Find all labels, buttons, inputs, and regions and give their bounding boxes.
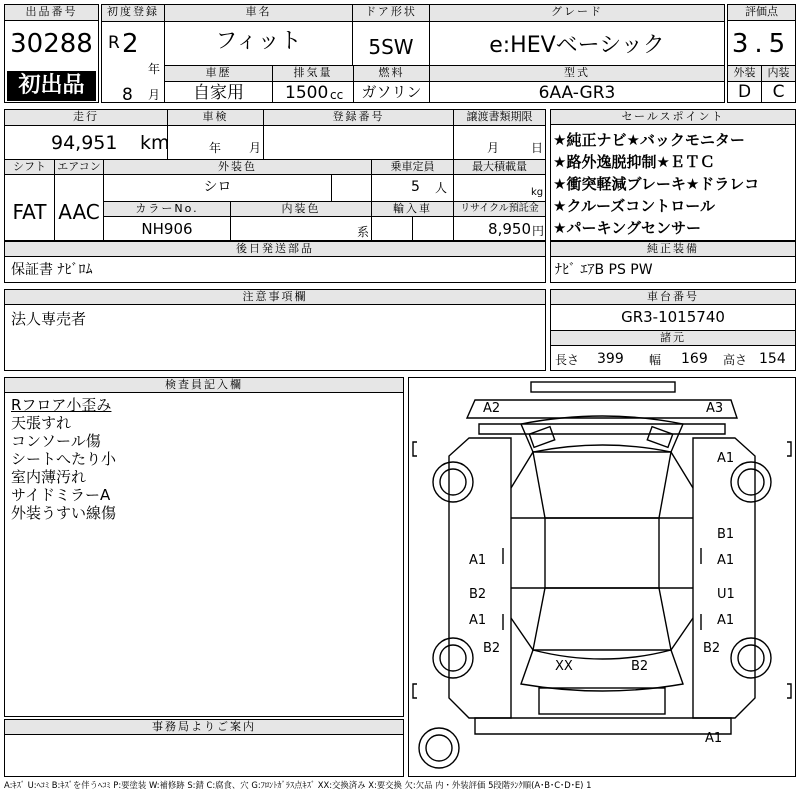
- door-type: 5SW: [368, 35, 414, 59]
- int-color-label: 内装色: [231, 202, 371, 216]
- height-label: 高さ: [723, 353, 748, 367]
- int-grade-label: 内装: [762, 66, 795, 81]
- notes-label: 注意事項欄: [5, 290, 545, 305]
- damage-mark: A1: [717, 451, 735, 466]
- inspector-line: 外装うすい線傷: [11, 504, 117, 522]
- damage-mark: B2: [483, 641, 501, 656]
- recycle: 8,950: [488, 220, 531, 238]
- score-label: 評価点: [728, 5, 795, 21]
- inspection-month-unit: 月: [249, 141, 262, 155]
- int-color-unit: 系: [357, 225, 370, 239]
- length: 399: [597, 351, 624, 367]
- sales-point-item: ★衝突軽減ブレーキ★ドラレコ: [553, 175, 760, 193]
- length-label: 長さ: [555, 353, 580, 367]
- capacity: 5: [411, 179, 420, 195]
- ext-color-label: 外装色: [104, 160, 371, 174]
- ac-label: エアコン: [55, 160, 103, 174]
- sales-point-item: ★純正ナビ★バックモニター: [553, 131, 745, 149]
- chassis-box: [550, 289, 796, 371]
- inspector-lines: [11, 396, 116, 522]
- transfer-label: 譲渡書類期限: [454, 110, 545, 125]
- damage-mark: A1: [717, 613, 735, 628]
- inspector-label: 検査員記入欄: [5, 378, 403, 393]
- chassis-label: 車台番号: [551, 290, 795, 305]
- fuel: ガソリン: [361, 83, 422, 101]
- fuel-label: 燃料: [354, 66, 429, 81]
- score: 3.5: [731, 29, 792, 59]
- reg-year: 2: [122, 29, 139, 59]
- sales-points-box: [550, 109, 796, 241]
- ext-color: シロ: [203, 179, 232, 195]
- inspector-line: サイドミラーA: [11, 486, 111, 504]
- spec-grid: [4, 109, 546, 241]
- legend: A:ｷｽﾞ U:ﾍｺﾐ B:ｷｽﾞを伴うﾍｺﾐ P:要塗装 W:補修跡 S:錆 C:腐食、穴 G:ﾌﾛﾝﾄｶﾞﾗｽ点ｷｽﾞ XX:交換済み X:要交換 欠:欠品 内・外装評価 5段階ﾗﾝｸ順(A･B･C･D･E) 1: [4, 780, 592, 790]
- damage-mark: B2: [469, 587, 487, 602]
- transfer-day-unit: 日: [531, 141, 544, 155]
- sales-point-item: ★路外逸脱抑制★ＥＴＣ: [553, 153, 715, 171]
- max-load-unit: kg: [531, 187, 544, 198]
- sales-points-label: セールスポイント: [551, 110, 795, 125]
- first-reg-label: 初度登録: [102, 5, 164, 21]
- damage-mark: A1: [469, 613, 487, 628]
- car-name-label: 車名: [165, 5, 352, 21]
- equipment-box: [550, 241, 796, 283]
- listing-grid: [101, 4, 725, 103]
- lot-box: [4, 4, 99, 103]
- reg-month: 8: [122, 85, 133, 105]
- inspector-line: コンソール傷: [11, 432, 101, 450]
- era: R: [108, 33, 120, 53]
- later-parts-box: [4, 241, 546, 283]
- mileage-label: 走行: [5, 110, 167, 125]
- lot-label: 出品番号: [5, 5, 98, 21]
- color-no-label: カラーNo.: [104, 202, 230, 216]
- ext-grade-label: 外装: [728, 66, 761, 81]
- history-label: 車歴: [165, 66, 272, 81]
- damage-mark: U1: [717, 587, 735, 602]
- capacity-label: 乗車定員: [372, 160, 453, 174]
- dims-label: 諸元: [551, 331, 795, 346]
- car-diagram: [408, 377, 796, 777]
- ac: AAC: [58, 200, 100, 224]
- mileage: 94,951: [51, 132, 118, 154]
- ext-grade: D: [737, 82, 752, 102]
- later-parts: 保証書 ﾅﾋﾞﾛﾑ: [11, 262, 93, 278]
- damage-mark: A2: [483, 401, 501, 416]
- notes-box: [4, 289, 546, 371]
- year-unit: 年: [148, 62, 161, 76]
- notes: 法人専売者: [11, 310, 87, 328]
- inspection-year-unit: 年: [209, 141, 222, 155]
- damage-mark: A1: [717, 553, 735, 568]
- grade-label: グレード: [430, 5, 724, 21]
- recycle-unit: 円: [532, 224, 545, 238]
- score-box: [727, 4, 796, 103]
- equipment: ﾅﾋﾞ ｴｱB PS PW: [555, 262, 653, 278]
- car-outline-icon: [409, 378, 795, 776]
- transfer-month-unit: 月: [487, 141, 500, 155]
- inspector-line: シートへたり小: [11, 450, 117, 468]
- height: 154: [759, 351, 786, 367]
- sales-point-item: ★クルーズコントロール: [553, 197, 715, 215]
- inspector-box: [4, 377, 404, 717]
- recycle-label: リサイクル預託金: [454, 202, 545, 216]
- width: 169: [681, 351, 708, 367]
- damage-mark: XX: [555, 659, 573, 674]
- capacity-unit: 人: [435, 181, 448, 195]
- reg-no-label: 登録番号: [264, 110, 453, 125]
- inspection-label: 車検: [168, 110, 263, 125]
- lot-number: 30288: [10, 29, 93, 59]
- shift-label: シフト: [5, 160, 54, 174]
- damage-mark: A1: [469, 553, 487, 568]
- first-listing-badge: 初出品: [7, 71, 96, 101]
- inspector-line: Rフロア小歪み: [11, 396, 112, 414]
- damage-mark: A3: [706, 401, 724, 416]
- model: 6AA-GR3: [538, 83, 616, 103]
- displacement-unit: cc: [330, 88, 344, 102]
- damage-mark: B2: [703, 641, 721, 656]
- month-unit: 月: [148, 88, 161, 102]
- sales-point-item: ★パーキングセンサー: [553, 219, 701, 237]
- inspector-line: 天張すれ: [11, 414, 72, 432]
- door-label: ドア形状: [353, 5, 429, 21]
- car-name: フィット: [215, 29, 302, 54]
- inspector-line: 室内薄汚れ: [11, 468, 87, 486]
- chassis-number: GR3-1015740: [621, 308, 725, 326]
- equipment-label: 純正装備: [551, 242, 795, 257]
- sales-points-list: [553, 129, 793, 239]
- displacement: 1500: [285, 83, 329, 103]
- damage-mark: A1: [705, 731, 723, 746]
- later-parts-label: 後日発送部品: [5, 242, 545, 257]
- max-load-label: 最大積載量: [454, 160, 545, 174]
- office-label: 事務局よりご案内: [5, 720, 403, 735]
- displacement-label: 排気量: [273, 66, 353, 81]
- grade: e:HEVベーシック: [489, 33, 665, 58]
- width-label: 幅: [649, 353, 662, 367]
- color-no: NH906: [141, 220, 193, 238]
- damage-mark: B2: [631, 659, 649, 674]
- model-label: 型式: [430, 66, 724, 81]
- mileage-unit: km: [140, 132, 170, 154]
- shift: FAT: [12, 200, 47, 224]
- import-label: 輸入車: [372, 202, 453, 216]
- history: 自家用: [193, 83, 244, 103]
- int-grade: C: [772, 82, 785, 102]
- damage-mark: B1: [717, 527, 735, 542]
- office-box: [4, 719, 404, 777]
